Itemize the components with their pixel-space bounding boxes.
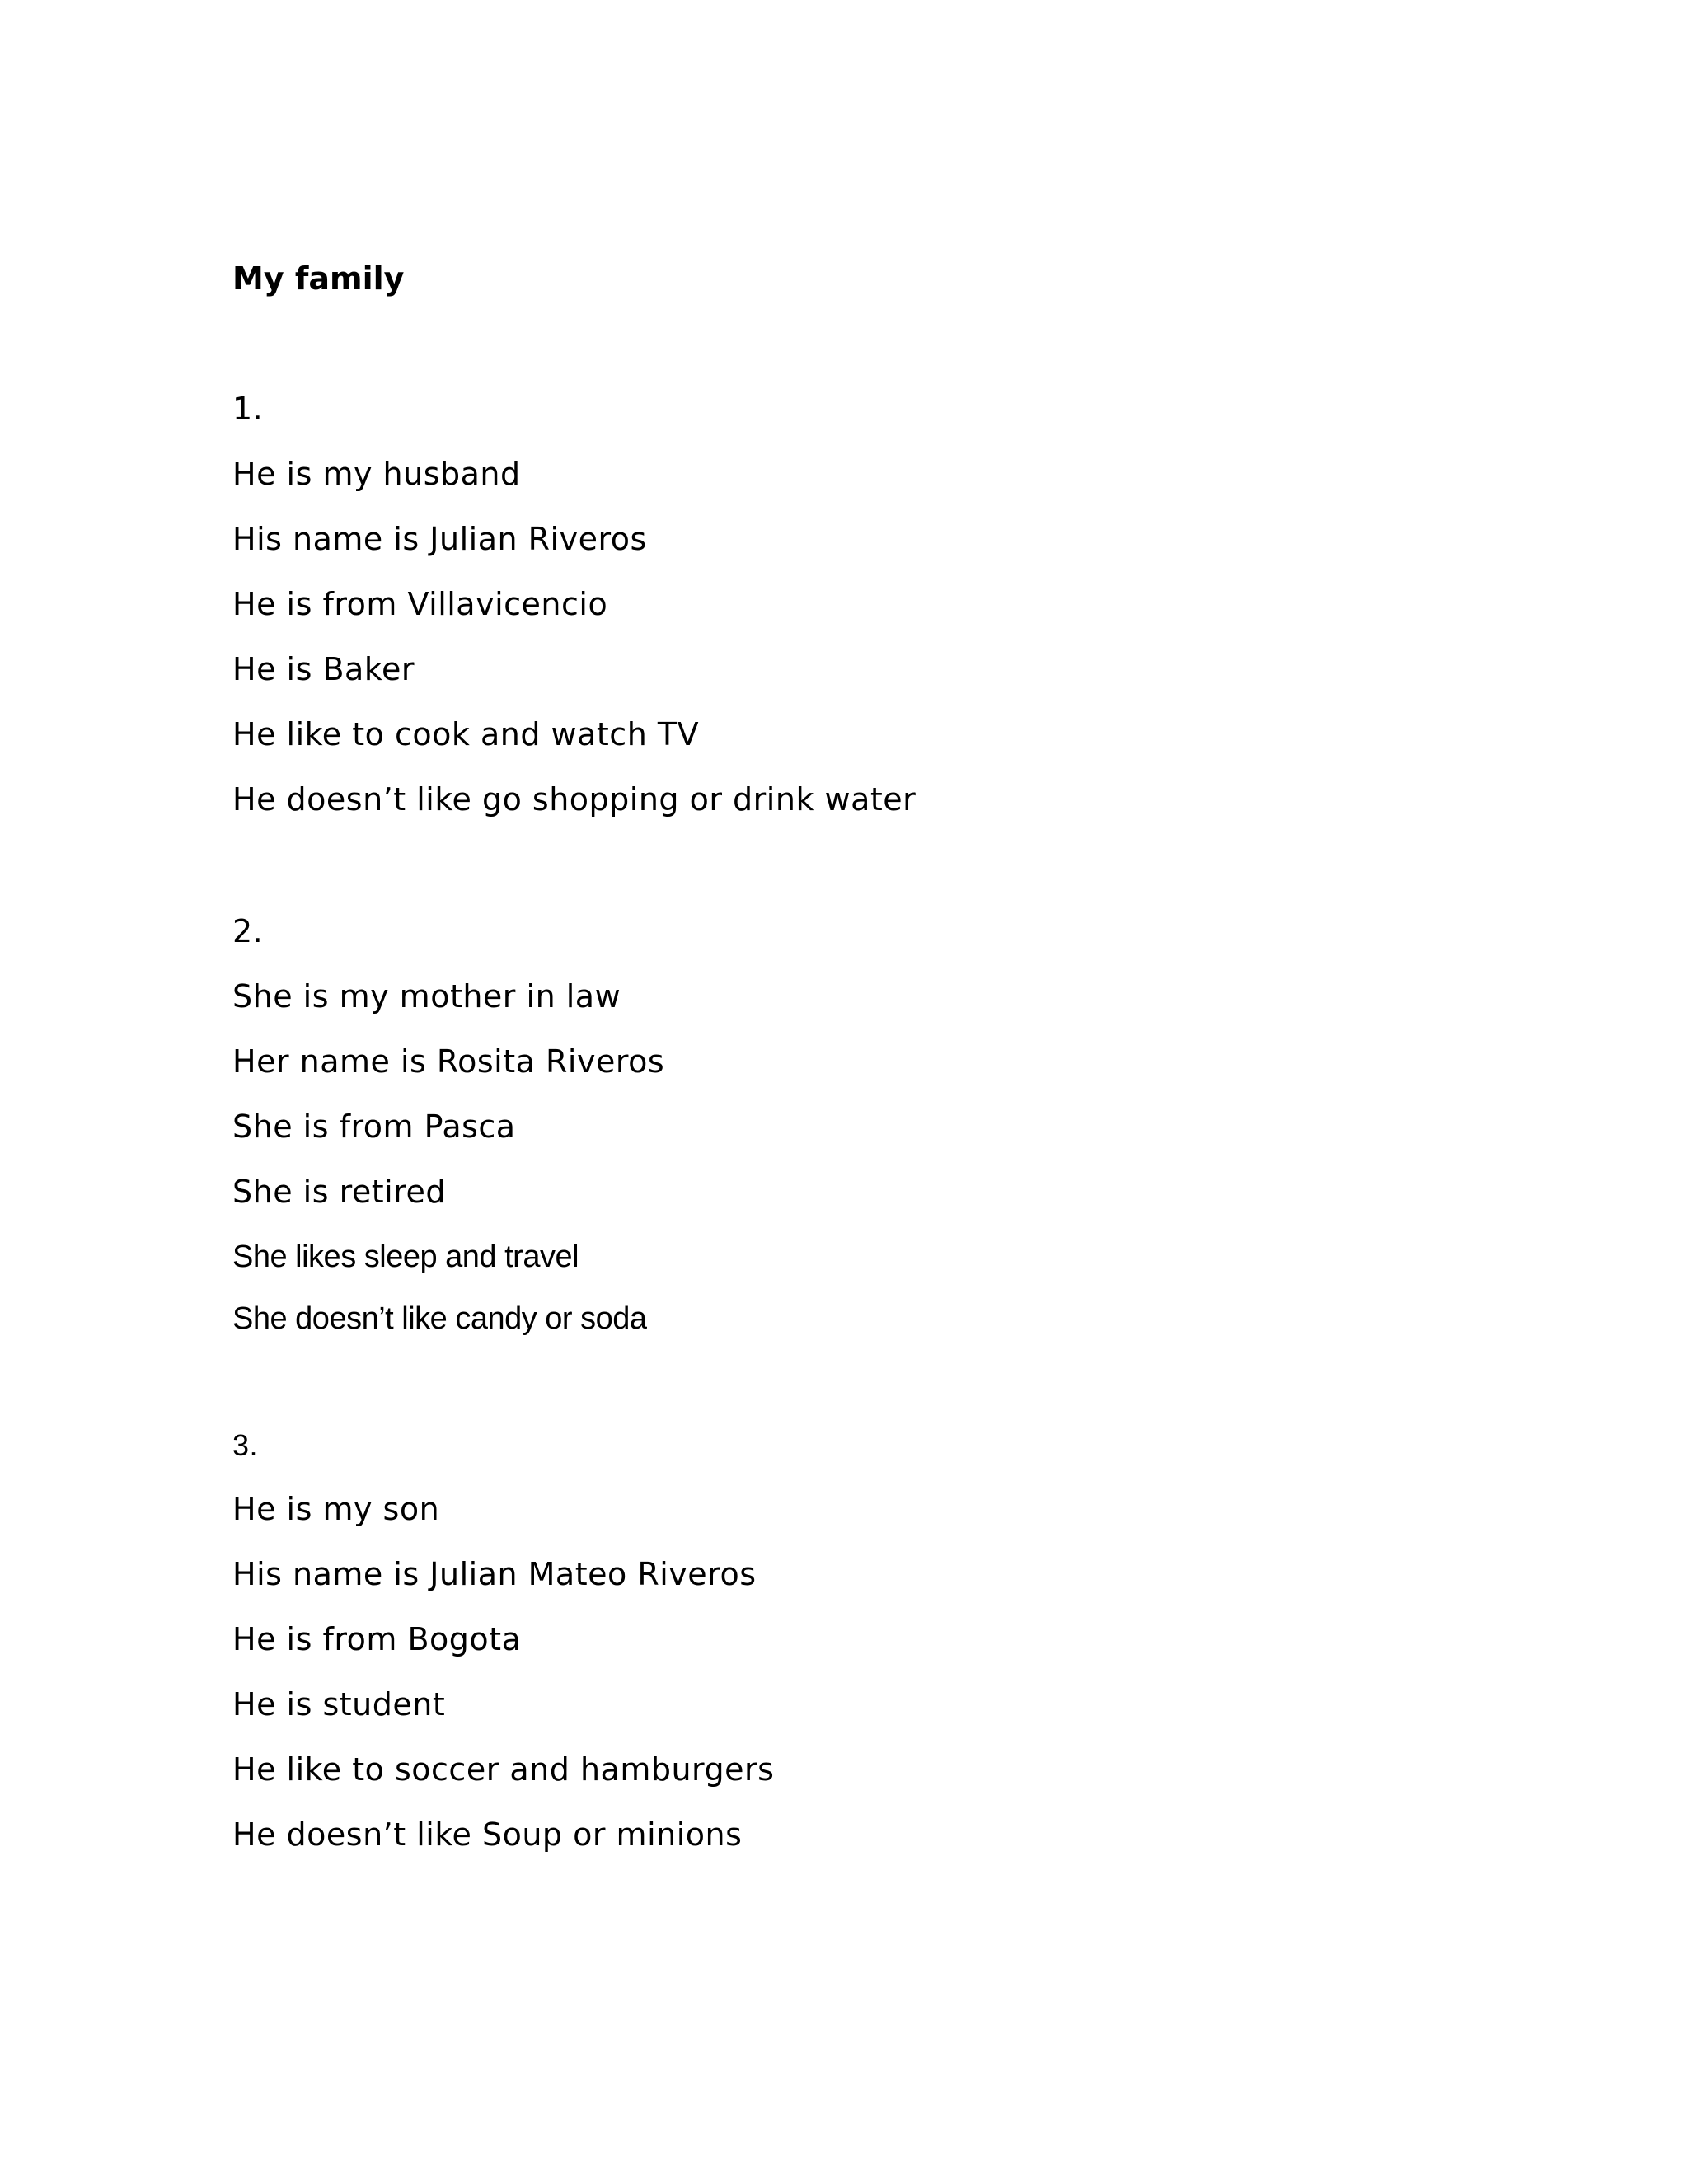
section-line: She is my mother in law [232, 978, 621, 1015]
section-line: She is from Pasca [232, 1108, 516, 1145]
section-line: He is student [232, 1686, 446, 1722]
section-line: He is my son [232, 1491, 440, 1527]
section-number: 3. [232, 1428, 259, 1462]
section-line: She likes sleep and travel [232, 1240, 579, 1274]
section-line: He like to soccer and hamburgers [232, 1751, 775, 1788]
section-line: He like to cook and watch TV [232, 716, 700, 752]
section-line: She doesn’t like candy or soda [232, 1301, 647, 1336]
family-member-section-3 [232, 1424, 1551, 1878]
section-line: He doesn’t like go shopping or drink water [232, 781, 917, 818]
section-line: She is retired [232, 1174, 447, 1210]
section-number: 1. [232, 391, 264, 427]
section-line: He is from Bogota [232, 1621, 522, 1657]
family-member-section-1 [232, 387, 1551, 843]
section-line: His name is Julian Riveros [232, 521, 647, 557]
section-number: 2. [232, 913, 264, 949]
section-line: He is Baker [232, 651, 415, 687]
section-line: He is my husband [232, 456, 521, 492]
section-line: Her name is Rosita Riveros [232, 1043, 665, 1080]
family-member-section-2 [232, 910, 1551, 1359]
section-line: He doesn’t like Soup or minions [232, 1816, 743, 1853]
section-line: He is from Villavicencio [232, 586, 608, 622]
section-line: His name is Julian Mateo Riveros [232, 1556, 757, 1592]
document-title: My family [232, 260, 405, 297]
